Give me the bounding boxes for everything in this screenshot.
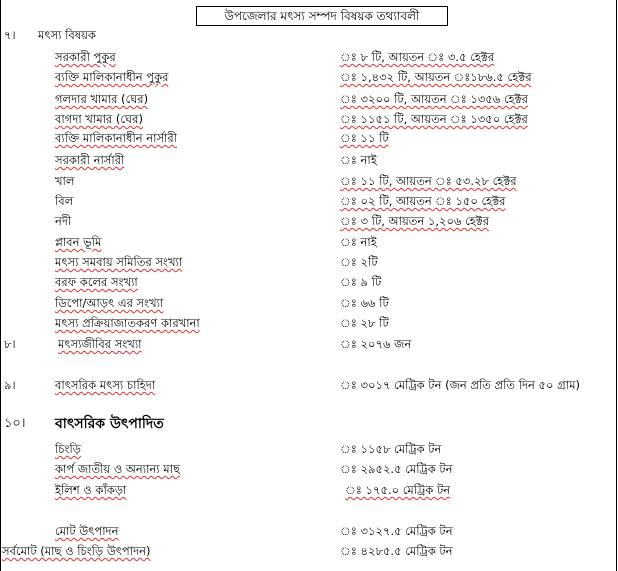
section-label: বাৎসরিক মৎস্য চাহিদা xyxy=(55,378,156,392)
section-number: ৮। xyxy=(4,337,16,351)
item-value: ঃ নাই xyxy=(340,153,377,167)
item-value: ঃ ২৯৫২.৫ মেট্রিক টন xyxy=(340,462,453,476)
item-label: প্লাবন ভূমি xyxy=(55,235,102,249)
item-label: চিংড়ি xyxy=(55,442,81,456)
section-number: ৯। xyxy=(4,378,16,392)
section-label: বাৎসরিক উৎপাদিত xyxy=(55,416,164,432)
section-number: ৭। xyxy=(4,28,16,42)
item-label: ব্যক্তি মালিকানাধীন পুকুর xyxy=(55,70,169,84)
item-value: ঃ ১৭৫.০ মেট্রিক টন xyxy=(345,483,451,497)
item-value: ঃ ৮ টি, আয়তন ঃ ৩.৫ হেক্টর xyxy=(340,50,495,64)
item-value: ঃ ১১ টি, আয়তন ঃ ৫৩.২৮ হেক্টর xyxy=(340,174,517,188)
total-value: ঃ ৩১২৭.৫ মেট্রিক টন xyxy=(340,524,453,538)
item-label: নদী xyxy=(55,214,72,228)
item-label: ইলিশ ও কাঁকড়া xyxy=(55,483,127,497)
section-label: মৎস্য বিষয়ক xyxy=(38,28,96,42)
item-label: মৎস্য সমবায় সমিতির সংখ্যা xyxy=(55,255,183,269)
item-value: ঃ ৩০১৭ মেট্রিক টন (জন প্রতি প্রতি দিন ৫০ গ্রাম) xyxy=(340,378,580,392)
grand-total-label: সর্বমোট (মাছ ও চিংড়ি উৎপাদন) xyxy=(2,544,151,558)
item-value: ঃ ৩২০০ টি, আয়তন ঃ ১৩৫৬ হেক্টর xyxy=(340,92,528,106)
item-label: বিল xyxy=(55,194,74,208)
item-value: ঃ নাই xyxy=(340,235,377,249)
grand-total-value: ঃ ৪২৮৫.৫ মেট্রিক টন xyxy=(340,544,453,558)
item-label: গলদার খামার (ঘের) xyxy=(55,92,149,106)
section-label: মৎস্যজীবির সংখ্যা xyxy=(58,337,142,351)
item-label: সরকারী পুকুর xyxy=(55,50,116,64)
item-label: মৎস্য প্রক্রিয়াজাতকরণ কারখানা xyxy=(55,316,200,330)
item-value: ঃ ৬৬ টি xyxy=(340,296,389,310)
left-border-line xyxy=(0,0,1,571)
right-border-line xyxy=(616,0,617,571)
section-number: ১০। xyxy=(4,416,26,431)
item-value: ঃ ২টি xyxy=(340,255,378,269)
item-value: ঃ ১১ টি xyxy=(340,131,389,145)
item-value: ঃ ১,৪৩২ টি, আয়তন ঃ১৮৬.৫ হেক্টর xyxy=(340,70,532,84)
item-label: ডিপো/আড়ৎ এর সংখ্যা xyxy=(55,296,164,310)
item-label: কার্প জাতীয় ও অন্যান্য মাছ xyxy=(55,462,180,476)
item-value: ঃ ১১৫৮ মেট্রিক টন xyxy=(340,442,442,456)
title-box xyxy=(196,6,448,26)
item-label: সরকারী নার্সারী xyxy=(55,153,125,167)
item-value: ঃ ২৮ টি xyxy=(340,316,389,330)
item-label: বরফ কলের সংখ্যা xyxy=(55,275,138,289)
item-value: ঃ ৩ টি, আয়তন ১,২০৬ হেক্টর xyxy=(340,214,490,228)
item-value: ঃ ৯ টি xyxy=(340,275,382,289)
total-label: মোট উৎপাদন xyxy=(55,524,119,538)
item-label: বাগদা খামার (ঘের) xyxy=(55,112,143,126)
item-value: ঃ ১১৫১ টি, আয়তন ঃ ১৩৫০ হেক্টর xyxy=(340,112,528,126)
page-title: উপজেলার মৎস্য সম্পদ বিষয়ক তথ্যাবলী xyxy=(224,9,420,23)
item-value: ঃ ০২ টি, আয়তন ঃ ১৫০ হেক্টর xyxy=(340,194,506,208)
item-label: খাল xyxy=(55,174,75,188)
item-label: ব্যক্তি মালিকানাধীন নার্সারী xyxy=(55,131,178,145)
item-value: ঃ ২০৭৬ জন xyxy=(340,337,412,351)
